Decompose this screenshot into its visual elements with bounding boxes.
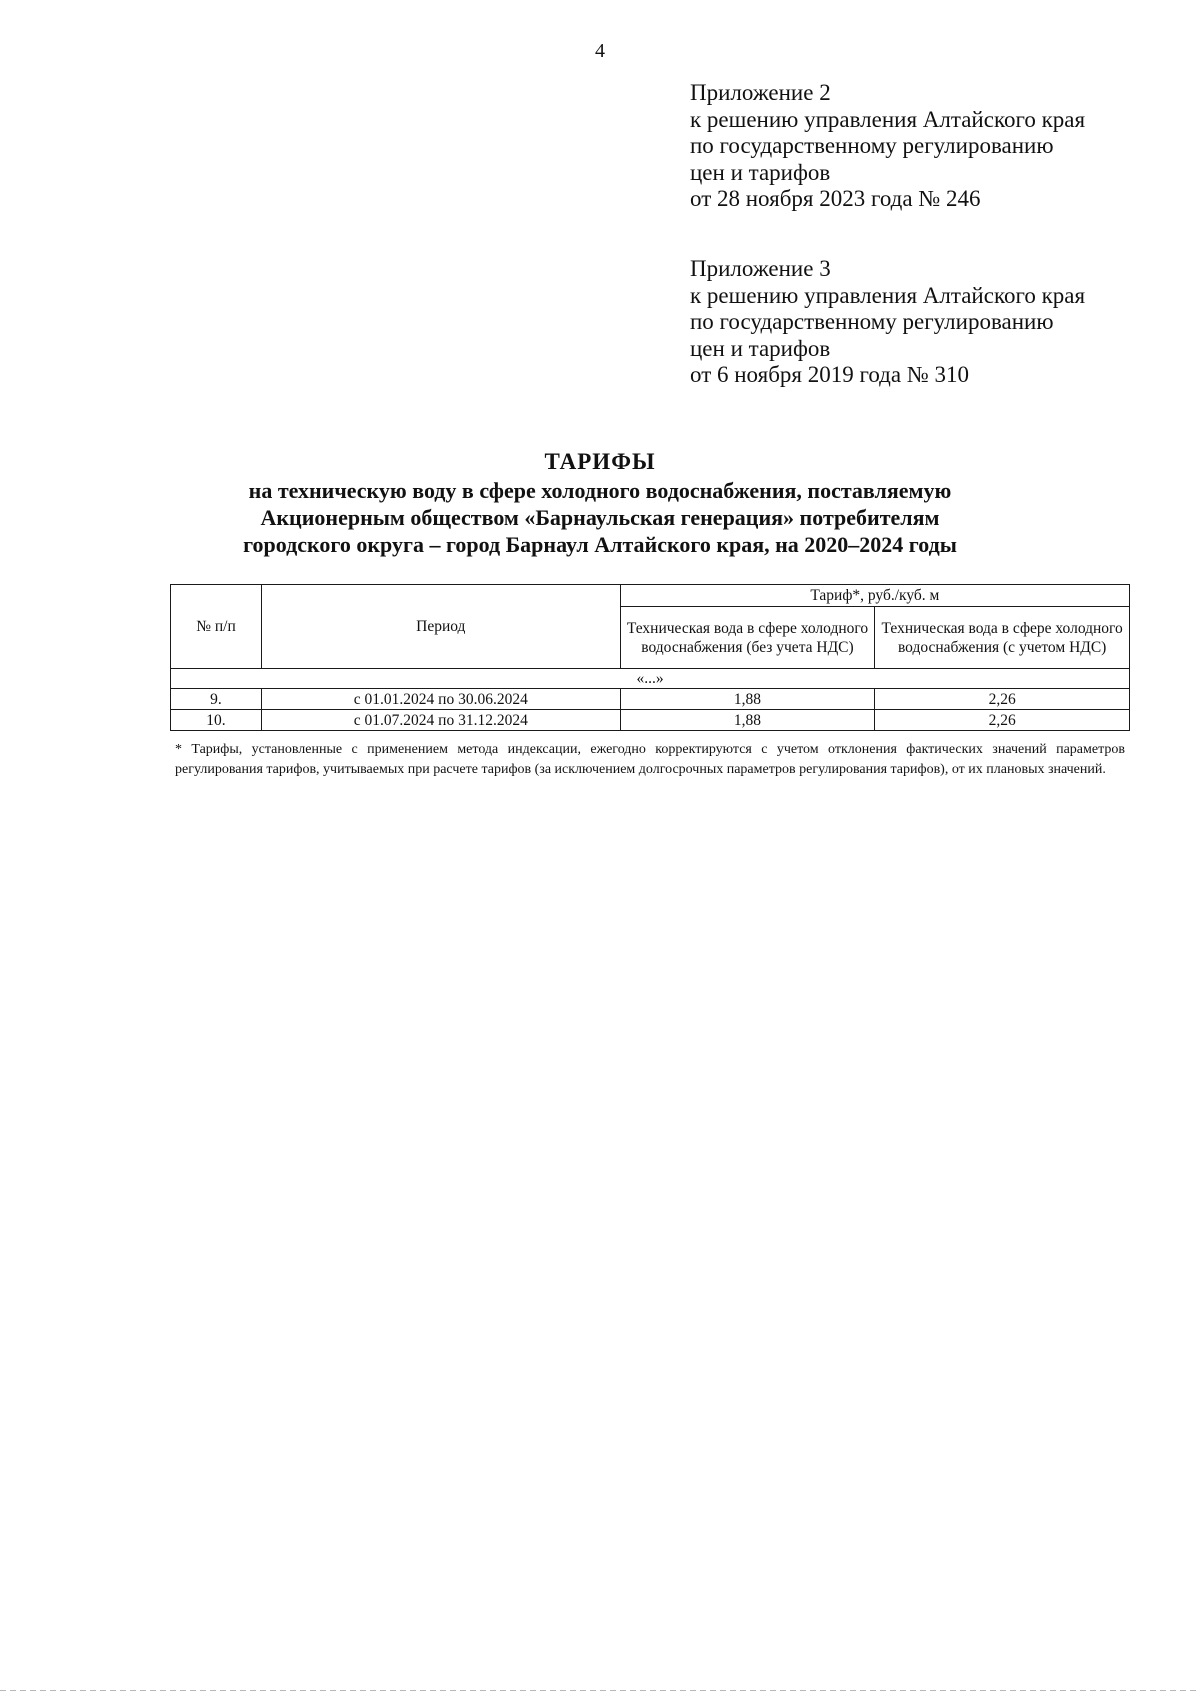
appendix-2-line: по государственному регулированию [690, 133, 1054, 158]
row-period: с 01.07.2024 по 31.12.2024 [261, 710, 620, 731]
table-row [171, 710, 1130, 731]
title-line: городского округа – город Барнаул Алтайского края, на 2020–2024 годы [243, 532, 957, 557]
header-period: Период [261, 585, 620, 669]
appendix-2-line: от 28 ноября 2023 года № 246 [690, 186, 981, 211]
appendix-2-block [690, 80, 1085, 213]
header-with-vat: Техническая вода в сфере холодного водоснабжения (с учетом НДС) [875, 607, 1130, 669]
header-num: № п/п [171, 585, 262, 669]
row-with-vat: 2,26 [875, 689, 1130, 710]
appendix-3-line: Приложение 3 [690, 256, 831, 281]
row-with-vat: 2,26 [875, 710, 1130, 731]
page-number: 4 [595, 40, 605, 62]
row-without-vat: 1,88 [620, 710, 875, 731]
appendix-2-line: Приложение 2 [690, 80, 831, 105]
tariff-table [170, 584, 1130, 731]
scan-artifact-line [0, 1690, 1200, 1691]
footnote: * Тарифы, установленные с применением метода индексации, ежегодно корректируются с учетом отклонения фактических значений параметров регулирования тарифов, учитываемых при расчете тарифов (за исключением долгосрочных параметров регулирования тарифов), от их плановых значений. [175, 742, 1125, 777]
table-header-row [171, 585, 1130, 607]
document-title [0, 448, 1200, 558]
header-without-vat: Техническая вода в сфере холодного водоснабжения (без учета НДС) [620, 607, 875, 669]
title-line: Акционерным обществом «Барнаульская генерация» потребителям [260, 505, 940, 530]
row-num: 10. [171, 710, 262, 731]
appendix-3-line: от 6 ноября 2019 года № 310 [690, 362, 970, 387]
appendix-2-line: цен и тарифов [690, 159, 831, 185]
appendix-2-line: к решению управления Алтайского края [690, 106, 1086, 132]
main-title: ТАРИФЫ [544, 449, 656, 474]
header-tariff: Тариф*, руб./куб. м [620, 585, 1129, 607]
appendix-3-block [690, 256, 1085, 389]
row-period: с 01.01.2024 по 30.06.2024 [261, 689, 620, 710]
title-line: на техническую воду в сфере холодного водоснабжения, поставляемую [248, 478, 952, 503]
ellipsis-cell: «...» [171, 669, 1130, 689]
appendix-3-line: цен и тарифов [690, 335, 831, 361]
table-row-ellipsis [171, 669, 1130, 689]
appendix-3-line: к решению управления Алтайского края [690, 282, 1086, 308]
table-row [171, 689, 1130, 710]
row-without-vat: 1,88 [620, 689, 875, 710]
appendix-3-line: по государственному регулированию [690, 309, 1054, 334]
row-num: 9. [171, 689, 262, 710]
